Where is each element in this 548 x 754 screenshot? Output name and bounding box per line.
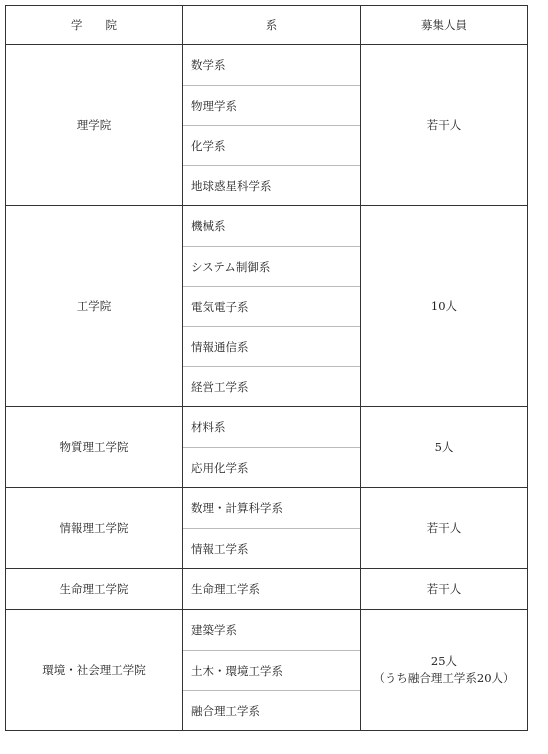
department-list bbox=[183, 206, 361, 407]
table-row bbox=[6, 407, 528, 488]
capacity-value: 若干人 bbox=[426, 117, 462, 132]
capacity-value: 5人 bbox=[434, 439, 454, 454]
admissions-table-container bbox=[5, 5, 528, 731]
school-name: 工学院 bbox=[6, 206, 183, 407]
capacity-cell bbox=[361, 45, 528, 206]
table-header-row bbox=[6, 6, 528, 45]
department-item: 地球惑星科学系 bbox=[183, 165, 360, 205]
table-row bbox=[6, 45, 528, 206]
header-school: 学 院 bbox=[6, 6, 183, 45]
department-item: 情報通信系 bbox=[183, 326, 360, 366]
capacity-cell bbox=[361, 407, 528, 488]
department-item: 数学系 bbox=[191, 58, 226, 72]
school-name: 情報理工学院 bbox=[6, 488, 183, 569]
capacity-value: 25人 bbox=[430, 654, 458, 668]
department-item: 建築学系 bbox=[191, 623, 237, 637]
department-item: 電気電子系 bbox=[183, 286, 360, 326]
table-row bbox=[6, 610, 528, 731]
capacity-note: （うち融合理工学系20人） bbox=[373, 671, 515, 685]
capacity-value: 10人 bbox=[430, 298, 458, 313]
school-name: 理学院 bbox=[6, 45, 183, 206]
header-capacity: 募集人員 bbox=[361, 6, 528, 45]
capacity-cell bbox=[361, 488, 528, 569]
department-item: システム制御系 bbox=[183, 246, 360, 286]
department-item: 機械系 bbox=[191, 219, 226, 233]
department-item: 材料系 bbox=[191, 420, 226, 434]
department-item: 物理学系 bbox=[183, 85, 360, 125]
department-item: 融合理工学系 bbox=[183, 690, 360, 730]
table-body bbox=[6, 45, 528, 731]
school-name: 生命理工学院 bbox=[6, 569, 183, 610]
department-item: 経営工学系 bbox=[183, 366, 360, 406]
capacity-value: 若干人 bbox=[426, 581, 462, 596]
department-item: 化学系 bbox=[183, 125, 360, 165]
department-item: 生命理工学系 bbox=[191, 582, 260, 596]
department-list bbox=[183, 45, 361, 206]
admissions-table bbox=[5, 5, 528, 731]
capacity-cell bbox=[361, 206, 528, 407]
capacity-cell bbox=[361, 610, 528, 731]
department-item: 土木・環境工学系 bbox=[183, 650, 360, 690]
school-name: 物質理工学院 bbox=[6, 407, 183, 488]
school-name: 環境・社会理工学院 bbox=[6, 610, 183, 731]
department-list bbox=[183, 407, 361, 488]
department-list bbox=[183, 569, 361, 610]
table-row bbox=[6, 569, 528, 610]
table-row bbox=[6, 206, 528, 407]
table-row bbox=[6, 488, 528, 569]
capacity-cell bbox=[361, 569, 528, 610]
department-item: 数理・計算科学系 bbox=[191, 501, 283, 515]
header-department: 系 bbox=[183, 6, 361, 45]
department-list bbox=[183, 488, 361, 569]
capacity-value: 若干人 bbox=[426, 520, 462, 535]
department-list bbox=[183, 610, 361, 731]
department-item: 応用化学系 bbox=[183, 447, 360, 487]
department-item: 情報工学系 bbox=[183, 528, 360, 568]
